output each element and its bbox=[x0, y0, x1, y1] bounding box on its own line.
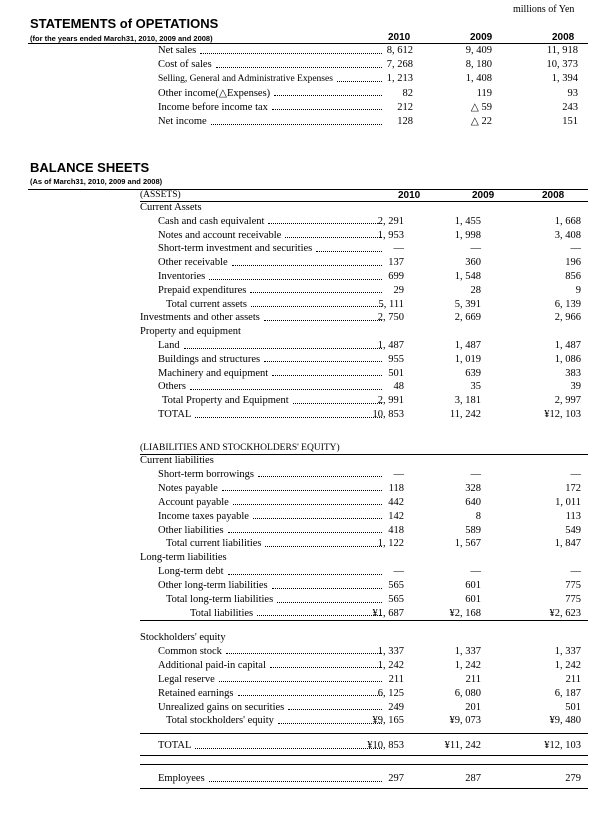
cell-2008: 6, 139 bbox=[554, 298, 581, 310]
cell-2008: ¥12, 103 bbox=[544, 409, 581, 420]
cell-2009: ¥2, 168 bbox=[449, 607, 481, 619]
cell-2008: 501 bbox=[565, 701, 581, 713]
cell-2010: 442 bbox=[388, 496, 404, 508]
cell-2008: 2, 997 bbox=[554, 395, 581, 407]
cell-2009: 1, 998 bbox=[454, 229, 481, 241]
cell-2010: — bbox=[393, 243, 404, 255]
cell-2009: 640 bbox=[465, 496, 481, 508]
cell-2010: 418 bbox=[388, 524, 404, 536]
cell-2008: 1, 086 bbox=[554, 353, 581, 365]
row-label-text: Investments and other assets bbox=[140, 312, 260, 324]
asset-row bbox=[0, 353, 609, 367]
equity-row bbox=[0, 631, 609, 645]
row-label-text: TOTAL bbox=[158, 740, 192, 751]
row-label-text: Net sales bbox=[158, 45, 197, 56]
cell-2008: 775 bbox=[565, 580, 581, 592]
liability-row bbox=[0, 607, 609, 621]
equity-row bbox=[0, 714, 609, 728]
cell-2009: 589 bbox=[465, 524, 481, 536]
cell-2009: 6, 080 bbox=[454, 687, 481, 699]
cell-2010: 29 bbox=[393, 284, 404, 296]
row-label-text: Income before income tax bbox=[158, 101, 268, 113]
cell-2010: 955 bbox=[388, 353, 404, 365]
liability-row bbox=[0, 496, 609, 510]
row-label-text: Cost of sales bbox=[158, 59, 212, 71]
liability-row bbox=[0, 565, 609, 579]
operations-row bbox=[0, 87, 609, 101]
row-label-text: Prepaid expenditures bbox=[158, 284, 247, 296]
asset-row bbox=[0, 339, 609, 353]
cell-2010: 2, 291 bbox=[377, 215, 404, 227]
cell-2008: 1, 487 bbox=[554, 340, 581, 351]
liability-row bbox=[0, 551, 609, 565]
row-label-text: Other income(△Expenses) bbox=[158, 87, 271, 99]
cell-2008: 549 bbox=[565, 524, 581, 536]
cell-2009: 9, 409 bbox=[465, 45, 492, 56]
cell-2010: — bbox=[393, 566, 404, 578]
cell-2010: 249 bbox=[388, 701, 404, 713]
cell-2008: 10, 373 bbox=[546, 59, 578, 71]
operations-row bbox=[0, 115, 609, 129]
asset-row bbox=[0, 284, 609, 298]
cell-2008: 243 bbox=[562, 101, 578, 113]
asset-row bbox=[0, 256, 609, 270]
cell-2009: 8 bbox=[475, 510, 481, 522]
cell-2008: 1, 668 bbox=[554, 215, 581, 227]
row-label-text: Long-term debt bbox=[158, 566, 224, 578]
asset-row bbox=[0, 242, 609, 256]
cell-2010: 128 bbox=[397, 116, 413, 127]
cell-2010: 10, 853 bbox=[372, 409, 404, 420]
cell-2009: 35 bbox=[470, 381, 481, 393]
cell-2009: 1, 567 bbox=[454, 538, 481, 550]
cell-2009: — bbox=[470, 243, 481, 255]
cell-2008: 93 bbox=[567, 87, 578, 99]
equity-row bbox=[0, 645, 609, 659]
asset-row bbox=[0, 408, 609, 422]
operations-year-2010: 2010 bbox=[388, 32, 411, 43]
cell-2010: 212 bbox=[397, 101, 413, 113]
cell-2010: 699 bbox=[388, 271, 404, 282]
row-label bbox=[140, 551, 384, 565]
cell-2008: ¥2, 623 bbox=[549, 607, 581, 619]
cell-2008: 279 bbox=[565, 773, 581, 784]
cell-2010: 565 bbox=[388, 594, 404, 605]
cell-2010: 118 bbox=[388, 482, 404, 494]
cell-2009: 328 bbox=[465, 482, 481, 494]
equity-row bbox=[0, 659, 609, 673]
row-label-text: Income taxes payable bbox=[158, 510, 249, 522]
employees-bottom-rule bbox=[140, 788, 588, 789]
cell-2010: — bbox=[393, 468, 404, 480]
cell-2009: 28 bbox=[470, 284, 481, 296]
row-label-text: Notes and account receivable bbox=[158, 229, 282, 241]
cell-2009: 1, 408 bbox=[465, 73, 492, 85]
row-label bbox=[140, 325, 384, 339]
cell-2009: 119 bbox=[476, 87, 492, 99]
row-label-text: Land bbox=[158, 340, 180, 351]
cell-2009: 8, 180 bbox=[465, 59, 492, 71]
cell-2009: 1, 548 bbox=[454, 271, 481, 282]
cell-2008: — bbox=[570, 243, 581, 255]
cell-2009: 639 bbox=[465, 367, 481, 379]
cell-2009: ¥9, 073 bbox=[449, 715, 481, 727]
cell-2009: 601 bbox=[465, 594, 481, 605]
row-label-text: TOTAL bbox=[158, 409, 192, 420]
cell-2008: ¥12, 103 bbox=[544, 740, 581, 751]
operations-row bbox=[0, 44, 609, 58]
row-label-text: Notes payable bbox=[158, 482, 218, 494]
cell-2009: 1, 337 bbox=[454, 645, 481, 657]
cell-2008: 1, 394 bbox=[551, 73, 578, 85]
liabilities-header: (LIABILITIES AND STOCKHOLDERS' EQUITY) bbox=[140, 443, 340, 453]
row-label-text: Property and equipment bbox=[140, 326, 241, 338]
cell-2008: 113 bbox=[565, 510, 581, 522]
row-label-text: Total current liabilities bbox=[166, 538, 262, 550]
operations-row bbox=[0, 58, 609, 72]
balance-year-2009: 2009 bbox=[472, 190, 495, 201]
cell-2009: 5, 391 bbox=[454, 298, 481, 310]
cell-2010: 1, 337 bbox=[377, 645, 404, 657]
cell-2010: 7, 268 bbox=[386, 59, 413, 71]
cell-2010: 82 bbox=[402, 87, 413, 99]
cell-2008: 856 bbox=[565, 271, 581, 282]
cell-2008: — bbox=[570, 468, 581, 480]
cell-2010: 1, 213 bbox=[386, 73, 413, 85]
liability-row bbox=[0, 524, 609, 538]
row-label-text: Total current assets bbox=[166, 298, 247, 310]
cell-2010: 2, 991 bbox=[377, 395, 404, 407]
cell-2008: 1, 011 bbox=[555, 496, 581, 508]
cell-2009: △ 22 bbox=[470, 116, 492, 127]
cell-2010: 137 bbox=[388, 257, 404, 269]
asset-row bbox=[0, 311, 609, 325]
asset-row bbox=[0, 394, 609, 408]
cell-2008: 211 bbox=[565, 673, 581, 685]
cell-2008: 196 bbox=[565, 257, 581, 269]
cell-2009: 201 bbox=[465, 701, 481, 713]
assets-header: (ASSETS) bbox=[140, 190, 181, 200]
cell-2009: 1, 487 bbox=[454, 340, 481, 351]
cell-2010: 501 bbox=[388, 367, 404, 379]
asset-row bbox=[0, 367, 609, 381]
balance-subtitle: (As of March31, 2010, 2009 and 2008) bbox=[30, 177, 163, 186]
cell-2010: 1, 487 bbox=[377, 340, 404, 351]
row-label-text: Total Property and Equipment bbox=[162, 395, 289, 407]
operations-title: STATEMENTS of OPETATIONS bbox=[30, 16, 219, 31]
liability-row bbox=[0, 579, 609, 593]
equity-row bbox=[0, 687, 609, 701]
asset-row bbox=[0, 201, 609, 215]
cell-2009: 287 bbox=[465, 773, 481, 784]
row-label-text: Cash and cash equivalent bbox=[158, 215, 265, 227]
cell-2009: △ 59 bbox=[470, 101, 492, 113]
cell-2008: 11, 918 bbox=[546, 45, 578, 56]
liability-row bbox=[0, 454, 609, 468]
liability-row bbox=[0, 468, 609, 482]
cell-2008: 39 bbox=[570, 381, 581, 393]
liability-row bbox=[0, 482, 609, 496]
row-label bbox=[140, 454, 384, 468]
row-label-text: Legal reserve bbox=[158, 673, 215, 685]
row-label-text: Selling, General and Administrative Expenses bbox=[158, 74, 333, 85]
row-label bbox=[140, 631, 384, 645]
liability-row bbox=[0, 593, 609, 607]
employees-row bbox=[0, 772, 609, 786]
cell-2009: 2, 669 bbox=[454, 312, 481, 324]
row-label-text: Long-term liabilities bbox=[140, 552, 227, 564]
asset-row bbox=[0, 270, 609, 284]
row-label-text: Stockholders' equity bbox=[140, 632, 226, 643]
row-label-text: Other receivable bbox=[158, 257, 228, 269]
cell-2009: 360 bbox=[465, 257, 481, 269]
row-label-text: Retained earnings bbox=[158, 687, 234, 699]
cell-2008: 775 bbox=[565, 594, 581, 605]
cell-2008: 172 bbox=[565, 482, 581, 494]
asset-row bbox=[0, 229, 609, 243]
cell-2010: 1, 242 bbox=[377, 659, 404, 671]
row-label-text: Common stock bbox=[158, 645, 222, 657]
cell-2009: 1, 019 bbox=[454, 353, 481, 365]
row-label-text: Inventories bbox=[158, 271, 206, 282]
cell-2008: 1, 242 bbox=[554, 659, 581, 671]
row-label-text: Employees bbox=[158, 773, 205, 784]
operations-row bbox=[0, 101, 609, 115]
cell-2009: 211 bbox=[465, 673, 481, 685]
grand-total-bottom-rule-1 bbox=[140, 755, 588, 756]
cell-2009: 1, 455 bbox=[454, 215, 481, 227]
cell-2010: 142 bbox=[388, 510, 404, 522]
cell-2010: 48 bbox=[393, 381, 404, 393]
cell-2010: 565 bbox=[388, 580, 404, 592]
asset-row bbox=[0, 298, 609, 312]
row-label-text: Others bbox=[158, 381, 186, 393]
asset-row bbox=[0, 215, 609, 229]
cell-2008: 1, 847 bbox=[554, 538, 581, 550]
grand-total-bottom-rule-2 bbox=[140, 764, 588, 765]
cell-2008: 1, 337 bbox=[554, 645, 581, 657]
cell-2009: ¥11, 242 bbox=[444, 740, 481, 751]
row-label-text: Additional paid-in capital bbox=[158, 659, 266, 671]
row-label-text: Other liabilities bbox=[158, 524, 224, 536]
cell-2009: 11, 242 bbox=[449, 409, 481, 420]
cell-2010: 5, 111 bbox=[378, 298, 404, 310]
units-note: millions of Yen bbox=[513, 4, 575, 15]
cell-2010: 1, 953 bbox=[377, 229, 404, 241]
row-label-text: Total liabilities bbox=[190, 607, 254, 619]
row-label-text: Other long-term liabilities bbox=[158, 580, 268, 592]
cell-2010: 297 bbox=[388, 773, 404, 784]
cell-2010: 211 bbox=[388, 673, 404, 685]
operations-year-2009: 2009 bbox=[470, 32, 493, 43]
row-label-text: Current Assets bbox=[140, 202, 202, 213]
cell-2008: — bbox=[570, 566, 581, 578]
row-label-text: Unrealized gains on securities bbox=[158, 701, 285, 713]
row-label-text: Account payable bbox=[158, 496, 229, 508]
asset-row bbox=[0, 380, 609, 394]
cell-2008: 9 bbox=[575, 284, 581, 296]
cell-2010: 8, 612 bbox=[386, 45, 413, 56]
cell-2010: 6, 125 bbox=[377, 687, 404, 699]
row-label bbox=[140, 201, 384, 215]
cell-2010: ¥1, 687 bbox=[372, 607, 404, 619]
row-label-text: Total stockholders' equity bbox=[166, 715, 274, 727]
balance-title: BALANCE SHEETS bbox=[30, 160, 150, 175]
balance-top-rule bbox=[28, 189, 588, 190]
grand-total-top-rule bbox=[140, 733, 588, 734]
row-label-text: Machinery and equipment bbox=[158, 367, 269, 379]
cell-2008: 6, 187 bbox=[554, 687, 581, 699]
equity-row bbox=[0, 701, 609, 715]
asset-row bbox=[0, 325, 609, 339]
cell-2008: ¥9, 480 bbox=[549, 715, 581, 727]
cell-2009: — bbox=[470, 468, 481, 480]
row-label-text: Buildings and structures bbox=[158, 353, 261, 365]
row-label-text: Short-term borrowings bbox=[158, 468, 254, 480]
cell-2009: 3, 181 bbox=[454, 395, 481, 407]
cell-2010: ¥9, 165 bbox=[372, 715, 404, 727]
row-label-text: Short-term investment and securities bbox=[158, 243, 313, 255]
cell-2010: 1, 122 bbox=[377, 538, 404, 550]
cell-2010: ¥10, 853 bbox=[367, 740, 404, 751]
cell-2008: 2, 966 bbox=[554, 312, 581, 324]
cell-2008: 383 bbox=[565, 367, 581, 379]
cell-2009: 1, 242 bbox=[454, 659, 481, 671]
liability-row bbox=[0, 510, 609, 524]
cell-2009: — bbox=[470, 566, 481, 578]
equity-row bbox=[0, 673, 609, 687]
grand-total-row bbox=[0, 739, 609, 753]
balance-year-2008: 2008 bbox=[542, 190, 565, 201]
operations-row bbox=[0, 72, 609, 86]
cell-2009: 601 bbox=[465, 580, 481, 592]
row-label-text: Total long-term liabilities bbox=[166, 594, 274, 605]
cell-2008: 151 bbox=[562, 116, 578, 127]
cell-2008: 3, 408 bbox=[554, 229, 581, 241]
cell-2010: 2, 750 bbox=[377, 312, 404, 324]
operations-year-2008: 2008 bbox=[552, 32, 575, 43]
row-label-text: Net income bbox=[158, 116, 207, 127]
balance-year-2010: 2010 bbox=[398, 190, 421, 201]
liability-row bbox=[0, 537, 609, 551]
operations-subtitle: (for the years ended March31, 2010, 2009 and 2008) bbox=[30, 34, 213, 43]
total-liabilities-rule bbox=[140, 620, 588, 621]
row-label-text: Current liabilities bbox=[140, 455, 214, 466]
